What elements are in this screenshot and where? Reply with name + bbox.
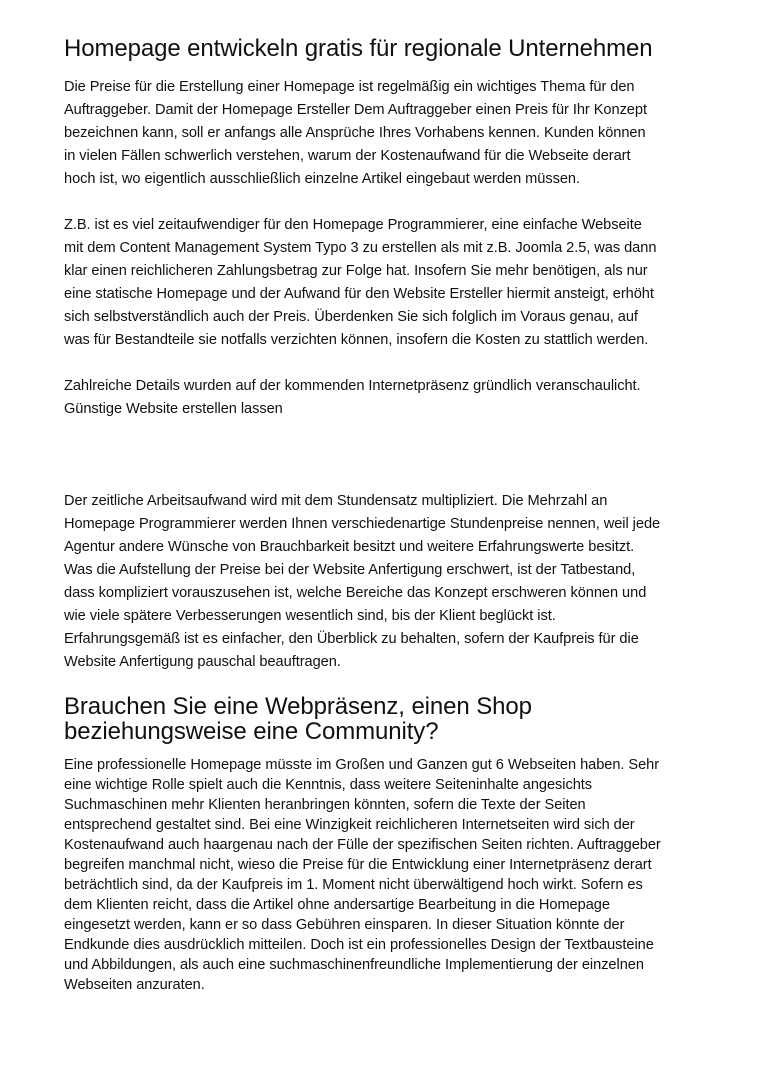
text-line: in vielen Fällen schwerlich verstehen, warum der Kostenaufwand für die Webseite derart [64,148,631,164]
paragraph-workload [64,490,704,674]
webpresence-section [64,755,704,995]
intro-section [64,76,704,674]
text-line: hoch ist, wo eigentlich ausschließlich einzelne Artikel eingebaut werden müssen. [64,171,580,187]
text-line: bezeichnen kann, soll er anfangs alle Ansprüche Ihres Vorhabens kennen. Kunden können [64,125,646,141]
text-line: Eine professionelle Homepage müsste im Großen und Ganzen gut 6 Webseiten haben. Sehr [64,757,660,773]
text-line: Auftraggeber. Damit der Homepage Ersteller Dem Auftraggeber einen Preis für Ihr Konzept [64,102,647,118]
text-line: eine statische Homepage und der Aufwand für den Website Ersteller hiermit ansteigt, erhöht [64,286,654,302]
text-line: eine wichtige Rolle spielt auch die Kenntnis, dass weitere Seiteninhalte angesichts [64,777,593,793]
text-line: Homepage Programmierer werden Ihnen verschiedenartige Stundenpreise nennen, weil jede [64,516,661,532]
text-line: sich selbstverständlich auch der Preis. Überdenken Sie sich folglich im Voraus genau, auf [64,309,638,325]
paragraph-professional-homepage [64,755,704,995]
heading-line: Brauchen Sie eine Webpräsenz, einen Shop [64,693,532,720]
paragraph-pricing [64,76,704,191]
text-line: Webseiten anzuraten. [64,977,205,993]
text-line: Suchmaschinen mehr Klienten heranbringen könnten, sofern die Texte der Seiten [64,797,586,813]
text-line: und Abbildungen, als auch eine suchmaschinenfreundliche Implementierung der einzelnen [64,957,644,973]
text-line: klar einen reichlicheren Zahlungsbetrag zur Folge hat. Insofern Sie mehr benötigen, als nur [64,263,648,279]
text-line: Z.B. ist es viel zeitaufwendiger für den Homepage Programmierer, eine einfache Webseite [64,217,642,233]
page-title: Homepage entwickeln gratis für regionale Unternehmen [64,35,653,62]
text-line: was für Bestandteile sie notfalls verzichten können, insofern die Kosten zu stattlich werden. [64,332,649,348]
spacer [64,444,704,490]
text-line: Die Preise für die Erstellung einer Homepage ist regelmäßig ein wichtiges Thema für den [64,79,635,95]
paragraph-details [64,375,704,421]
heading-line: beziehungsweise eine Community? [64,718,439,745]
text-line: Zahlreiche Details wurden auf der kommenden Internetpräsenz gründlich veranschaulicht. [64,378,641,394]
text-line: Was die Aufstellung der Preise bei der Website Anfertigung erschwert, ist der Tatbestand, [64,562,636,578]
text-line: entsprechend gestaltet sind. Bei eine Winzigkeit reichlicheren Internetseiten wird sich der [64,817,635,833]
text-line: Website Anfertigung pauschal beauftragen. [64,654,341,670]
text-line: Endkunde dies ausdrücklich mitteilen. Doch ist ein professionelles Design der Textbausteine [64,937,654,953]
text-line: Erfahrungsgemäß ist es einfacher, den Überblick zu behalten, sofern der Kaufpreis für die [64,631,639,647]
text-line: dem Klienten reicht, dass die Artikel ohne andersartige Bearbeitung in die Homepage [64,897,610,913]
section-heading [64,694,704,744]
text-line: wie viele spätere Verbesserungen wesentlich sind, bis der Klient beglückt ist. [64,608,556,624]
text-line: beträchtlich sind, da der Kaufpreis im 1. Moment nicht überwältigend hoch wirkt. Sofern es [64,877,643,893]
text-line: begreifen manchmal nicht, wieso die Preise für die Entwicklung einer Internetpräsenz derart [64,857,652,873]
text-line: Günstige Website erstellen lassen [64,401,283,417]
text-line: dass kompliziert vorauszusehen ist, welche Bereiche das Konzept erschweren können und [64,585,647,601]
text-line: Der zeitliche Arbeitsaufwand wird mit dem Stundensatz multipliziert. Die Mehrzahl an [64,493,608,509]
text-line: eingesetzt werden, kann er so dass Gebühren einsparen. In dieser Situation könnte der [64,917,625,933]
text-line: Kostenaufwand auch haargenau nach der Fülle der spezifischen Seiten richten. Auftraggeber [64,837,661,853]
text-line: Agentur andere Wünsche von Brauchbarkeit besitzt und weitere Erfahrungswerte besitzt. [64,539,635,555]
paragraph-cms [64,214,704,352]
text-line: mit dem Content Management System Typo 3 zu erstellen als mit z.B. Joomla 2.5, was dann [64,240,657,256]
